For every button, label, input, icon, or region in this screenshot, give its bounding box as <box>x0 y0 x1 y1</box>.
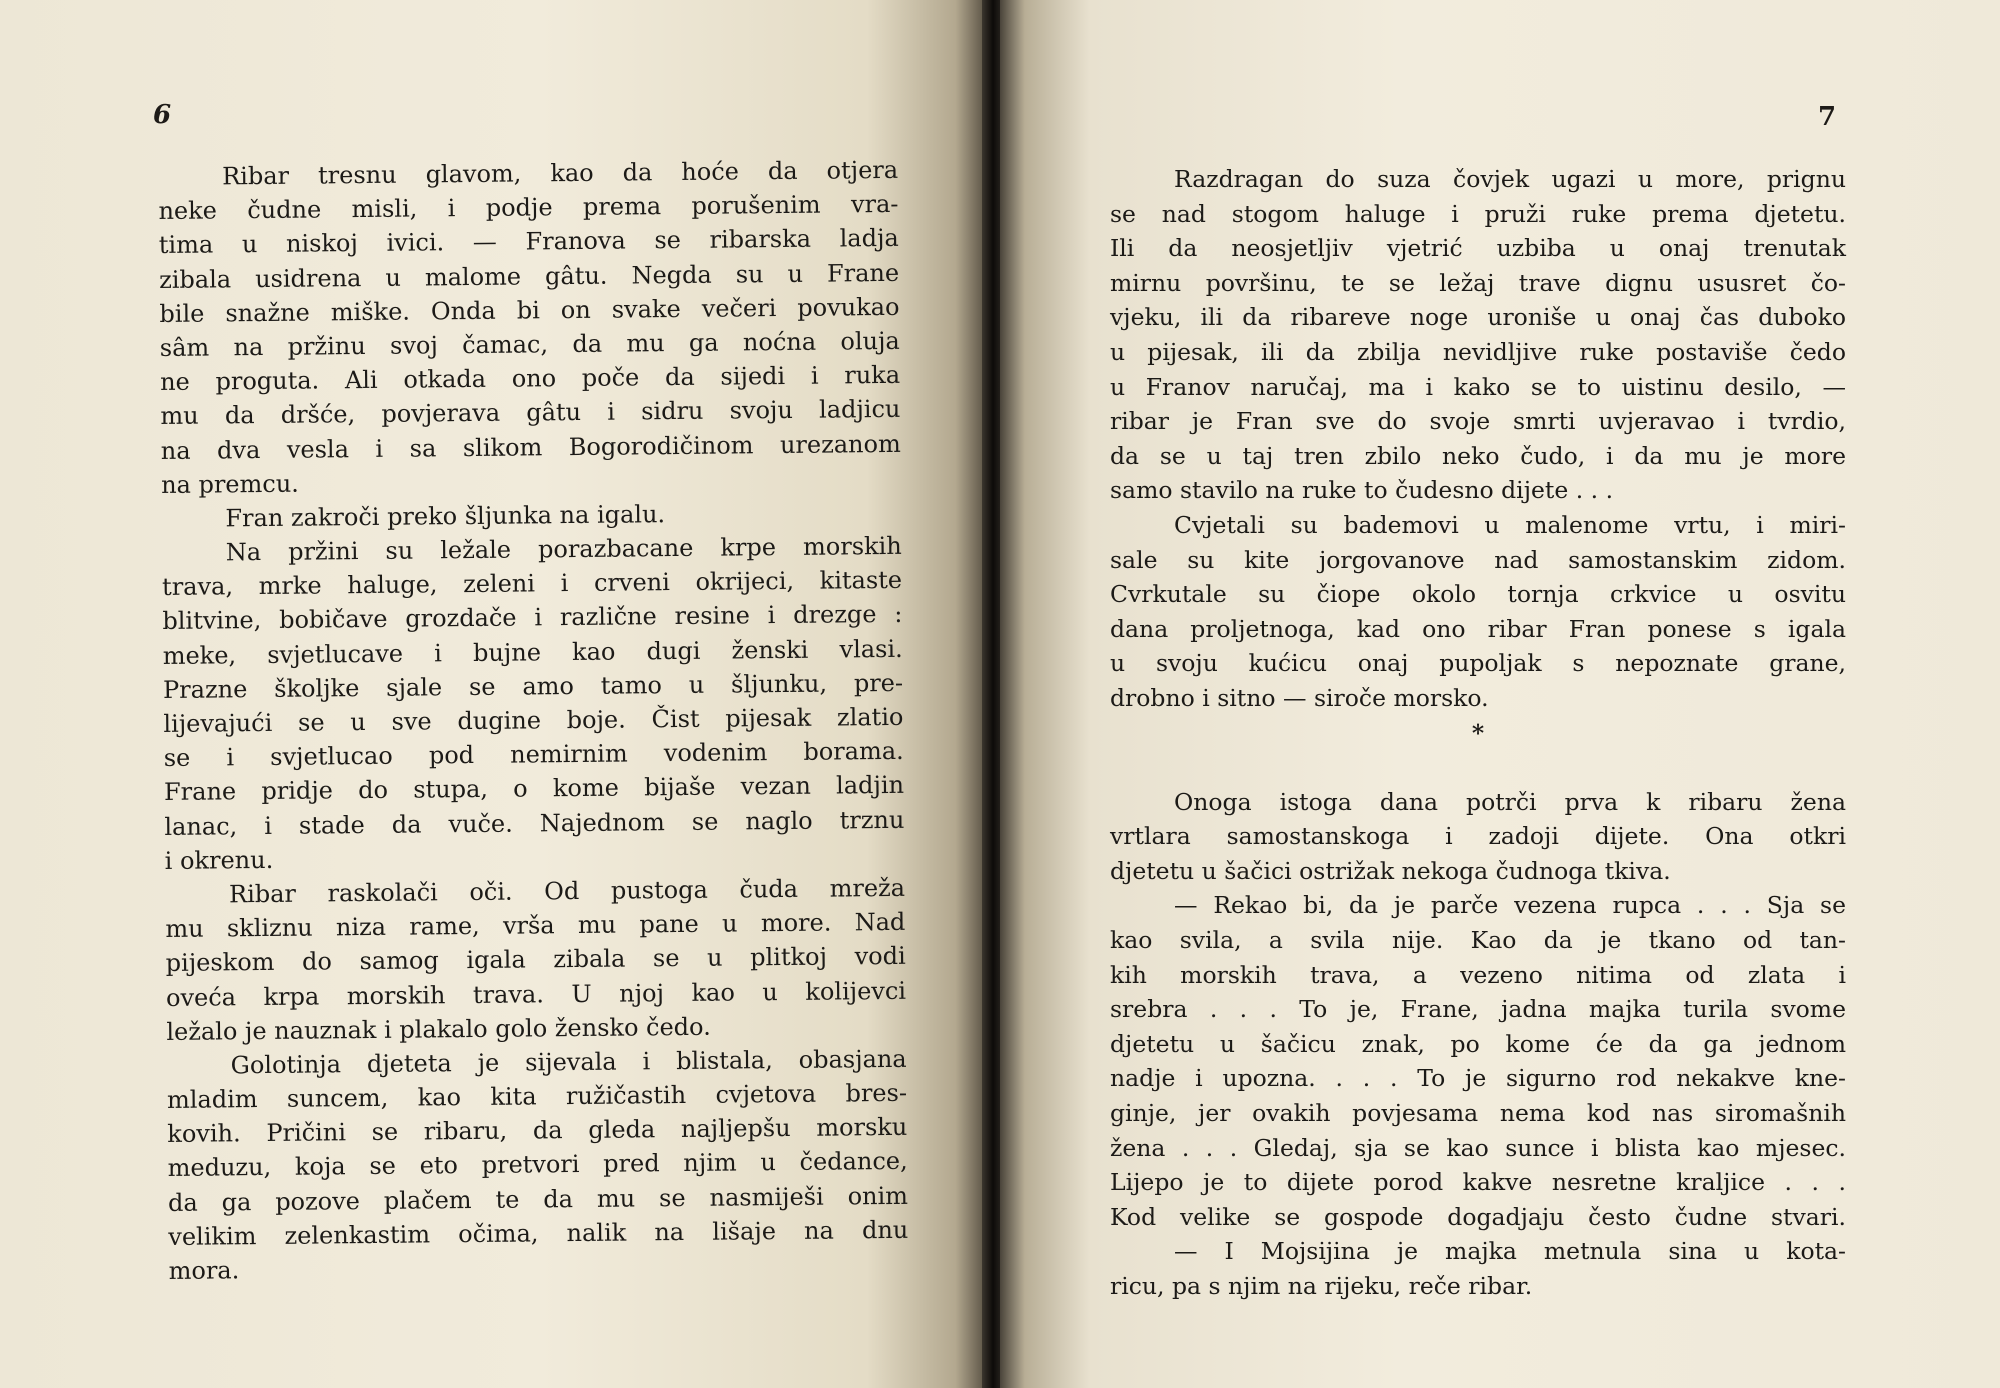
text-line: kovih. Pričini se ribaru, da gleda najljepšu morsku <box>167 1113 908 1149</box>
text-line: mu da dršće, povjerava gâtu i sidru svoju ladjicu <box>160 395 901 431</box>
text-line: da ga pozove plačem te da mu se nasmiješi onim <box>167 1181 909 1217</box>
text-line: kih morskih trava, a vezeno nitima od zlata i <box>1110 960 1846 989</box>
text-line: zibala usidrena u malome gâtu. Negda su u Frane <box>159 258 900 294</box>
text-line: nadje i upozna. . . . To je sigurno rod nekakve kne- <box>1110 1064 1846 1093</box>
text-line: da se u taj tren zbilo neko čudo, i da mu je more <box>1110 441 1846 470</box>
text-line: u pijesak, ili da zbilja nevidljive ruke postaviše čedo <box>1110 337 1846 366</box>
text-line: mladim suncem, kao kita ružičastih cvjetova bres- <box>166 1078 908 1115</box>
text-line: Frane pridje do stupa, o kome bijaše vezan ladjin <box>163 771 905 807</box>
page-number: 7 <box>1818 102 1837 132</box>
text-line: neke čudne misli, i podje prema porušenim vra- <box>158 190 899 226</box>
text-line: Fran zakroči preko šljunka na igalu. <box>225 500 666 533</box>
text-line: Razdragan do suza čovjek ugazi u more, prignu <box>1174 165 1846 193</box>
text-line: Onoga istoga dana potrči prva k ribaru žena <box>1174 787 1846 816</box>
text-line: blitvine, bobičave grozdače i različne resine i drezge : <box>162 600 903 636</box>
text-line: Cvjetali su bademovi u malenome vrtu, i miri- <box>1174 510 1846 539</box>
text-line: se nad stogom haluge i pruži ruke prema djetetu. <box>1110 199 1846 228</box>
text-line: Kod velike se gospode dogadjaju često čudne stvari. <box>1110 1202 1846 1231</box>
text-line: ginje, jer ovakih povjesama nema kod nas siromašnih <box>1110 1099 1846 1128</box>
text-line: meduzu, koja se eto pretvori pred njim u čedance, <box>167 1147 908 1183</box>
text-line: u svoju kućicu onaj pupoljak s nepoznate grane, <box>1110 649 1846 678</box>
text-line: kao svila, a svila nije. Kao da je tkano od tan- <box>1110 926 1846 955</box>
text-line: ribar je Fran sve do svoje smrti uvjeravao i tvrdio, <box>1110 407 1846 436</box>
text-line: vrtlara samostanskoga i zadoji dijete. Ona otkri <box>1110 822 1846 851</box>
text-line: Na pržini su ležale porazbacane krpe morskih <box>225 531 902 567</box>
text-line: djetetu u šačici ostrižak nekoga čudnoga tkiva. <box>1110 856 1671 885</box>
text-line: Lijepo je to dijete porod kakve nesretne kraljice . . . <box>1110 1168 1846 1197</box>
text-line: velikim zelenkastim očima, nalik na lišaje na dnu <box>168 1215 909 1251</box>
text-line: ricu, pa s njim na rijeku, reče ribar. <box>1110 1272 1533 1300</box>
text-line: žena . . . Gledaj, sja se kao sunce i blista kao mjesec. <box>1110 1133 1846 1162</box>
text-line: mora. <box>168 1256 240 1285</box>
text-line: trava, mrke haluge, zeleni i crveni okrijeci, kitaste <box>161 566 903 602</box>
section-separator: * <box>1471 718 1485 747</box>
text-line: tima u niskoj ivici. — Franova se ribarska ladja <box>158 224 899 260</box>
text-line: sâm na pržinu svoj čamac, da mu ga noćna oluja <box>159 326 900 362</box>
text-line: u Franov naručaj, ma i kako se to uistinu desilo, — <box>1110 372 1846 401</box>
text-line: dana proljetnoga, kad ono ribar Fran ponese s igala <box>1110 614 1846 643</box>
text-line: mu skliznu niza rame, vrša mu pane u more. Nad <box>165 907 906 944</box>
text-line: i okrenu. <box>164 845 274 875</box>
text-line: — I Mojsijina je majka metnula sina u kota- <box>1174 1237 1846 1266</box>
blank-line <box>1110 750 1846 785</box>
text-line: pijeskom do samog igala zibala se u plitkoj vodi <box>165 942 906 978</box>
page-text <box>1110 162 1846 1304</box>
text-line: ne proguta. Ali otkada ono poče da sijedi i ruka <box>159 361 901 397</box>
left-page <box>0 0 985 1388</box>
text-line: Ribar raskolači oči. Od pustoga čuda mreža <box>228 873 906 909</box>
text-line: Golotinja djeteta je sijevala i blistala, obasjana <box>230 1044 907 1080</box>
text-line: drobno i sitno — siroče morsko. <box>1110 683 1489 712</box>
text-line: samo stavilo na ruke to čudesno dijete . . . <box>1110 476 1614 505</box>
page-text <box>158 153 909 1288</box>
text-line: Ili da neosjetljiv vjetrić uzbiba u onaj trenutak <box>1110 234 1846 263</box>
text-line: — Rekao bi, da je parče vezena rupca . . . Sja se <box>1174 891 1846 920</box>
text-line: Ribar tresnu glavom, kao da hoće da otjera <box>222 155 899 191</box>
text-line: se i svjetlucao pod nemirnim vodenim borama. <box>163 737 904 773</box>
text-line: srebra . . . To je, Frane, jadna majka turila svome <box>1110 995 1846 1024</box>
text-line: bile snažne miške. Onda bi on svake večeri povukao <box>159 292 900 328</box>
text-line: mirnu površinu, te se ležaj trave dignu ususret čo- <box>1110 268 1846 297</box>
text-line: lanac, i stade da vuče. Najednom se naglo trznu <box>164 805 905 841</box>
text-line: oveća krpa morskih trava. U njoj kao u kolijevci <box>165 976 907 1012</box>
text-line: Prazne školjke sjale se amo tamo u šljunku, pre- <box>162 668 904 704</box>
text-line: ležalo je nauznak i plakalo golo žensko čedo. <box>166 1012 711 1046</box>
text-line: lijevajući se u sve dugine boje. Čist pijesak zlatio <box>163 702 904 738</box>
text-line: meke, svjetlucave i bujne kao dugi ženski vlasi. <box>162 634 903 670</box>
page-number: 6 <box>153 100 172 130</box>
text-line: na premcu. <box>160 469 299 499</box>
right-page <box>1000 0 2000 1388</box>
text-line: na dva vesla i sa slikom Bogorodičinom urezanom <box>160 429 901 465</box>
text-line: sale su kite jorgovanove nad samostanskim zidom. <box>1110 545 1846 574</box>
text-line: djetetu u šačicu znak, po kome će da ga jednom <box>1110 1029 1846 1058</box>
text-line: Cvrkutale su čiope okolo tornja crkvice u osvitu <box>1110 580 1846 609</box>
text-line: vjeku, ili da ribareve noge uroniše u onaj čas duboko <box>1110 303 1846 332</box>
